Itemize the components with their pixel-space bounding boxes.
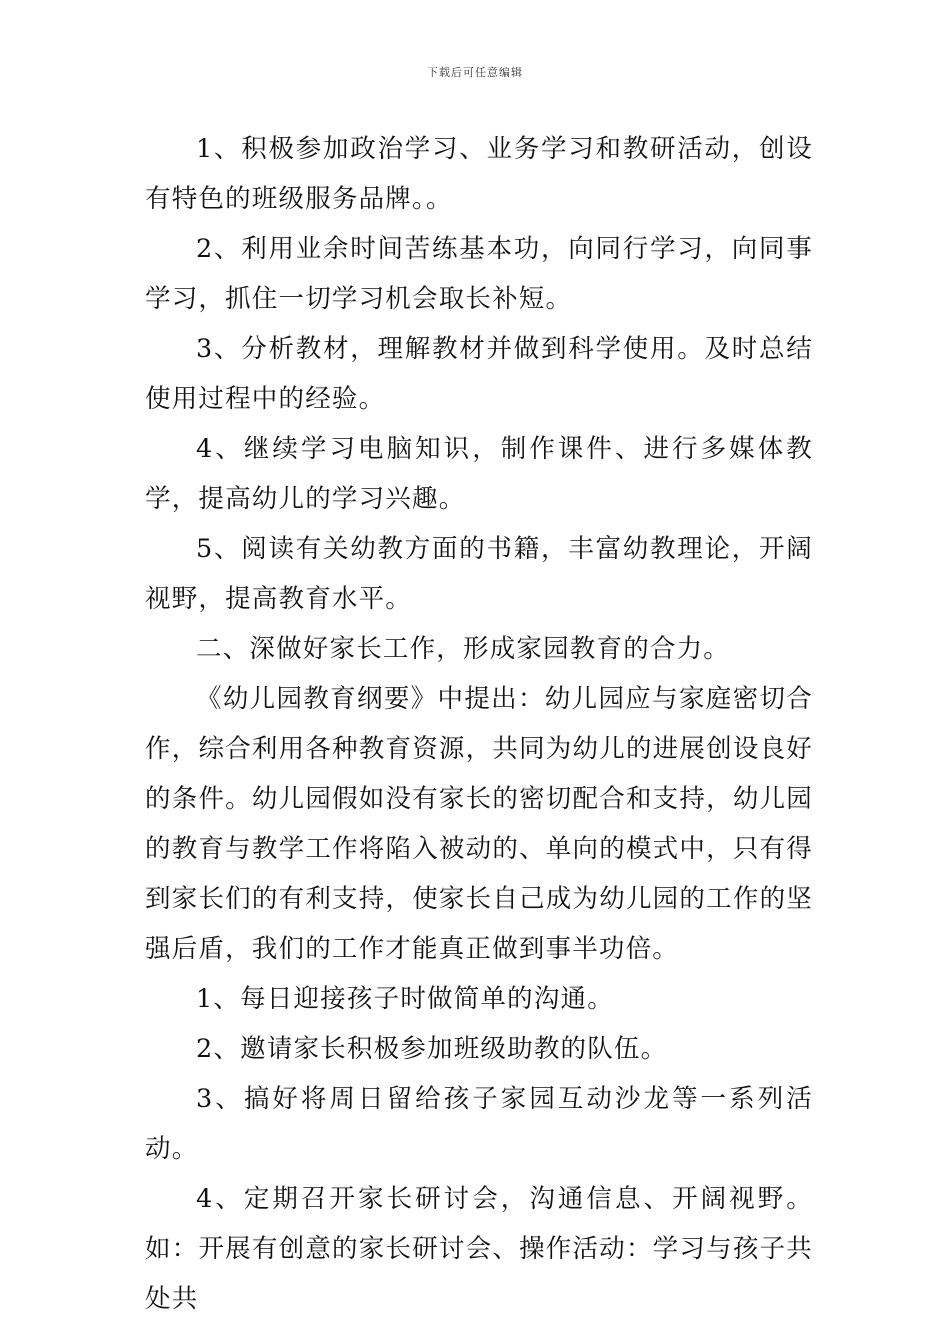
paragraph: 2、利用业余时间苦练基本功，向同行学习，向同事学习，抓住一切学习机会取长补短。 xyxy=(145,234,813,314)
paragraph: 4、定期召开家长研讨会，沟通信息、开阔视野。如：开展有创意的家长研讨会、操作活动：学习与孩子共处共 xyxy=(145,1184,813,1314)
paragraph: 5、阅读有关幼教方面的书籍，丰富幼教理论，开阔视野，提高教育水平。 xyxy=(145,534,813,614)
paragraph: 4、继续学习电脑知识，制作课件、进行多媒体教学，提高幼儿的学习兴趣。 xyxy=(145,434,813,514)
paragraph: 3、搞好将周日留给孩子家园互动沙龙等一系列活动。 xyxy=(145,1084,813,1164)
section-heading: 二、深做好家长工作，形成家园教育的合力。 xyxy=(196,634,731,664)
paragraph: 2、邀请家长积极参加班级助教的队伍。 xyxy=(196,1034,668,1064)
paragraph: 《幼儿园教育纲要》中提出：幼儿园应与家庭密切合作，综合利用各种教育资源，共同为幼儿的进展创设良好的条件。幼儿园假如没有家长的密切配合和支持，幼儿园的教育与教学工作将陷入被动的、单向的模式中，只有得到家长们的有利支持，使家长自己成为幼儿园的工作的坚强后盾，我们的工作才能真正做到事半功倍。 xyxy=(145,684,813,964)
paragraph: 1、每日迎接孩子时做简单的沟通。 xyxy=(196,984,614,1014)
paragraph: 3、分析教材，理解教材并做到科学使用。及时总结使用过程中的经验。 xyxy=(145,334,813,414)
page-header: 下载后可任意编辑 xyxy=(427,66,523,79)
document-body xyxy=(145,124,813,1324)
paragraph: 1、积极参加政治学习、业务学习和教研活动，创设有特色的班级服务品牌。。 xyxy=(145,134,813,214)
